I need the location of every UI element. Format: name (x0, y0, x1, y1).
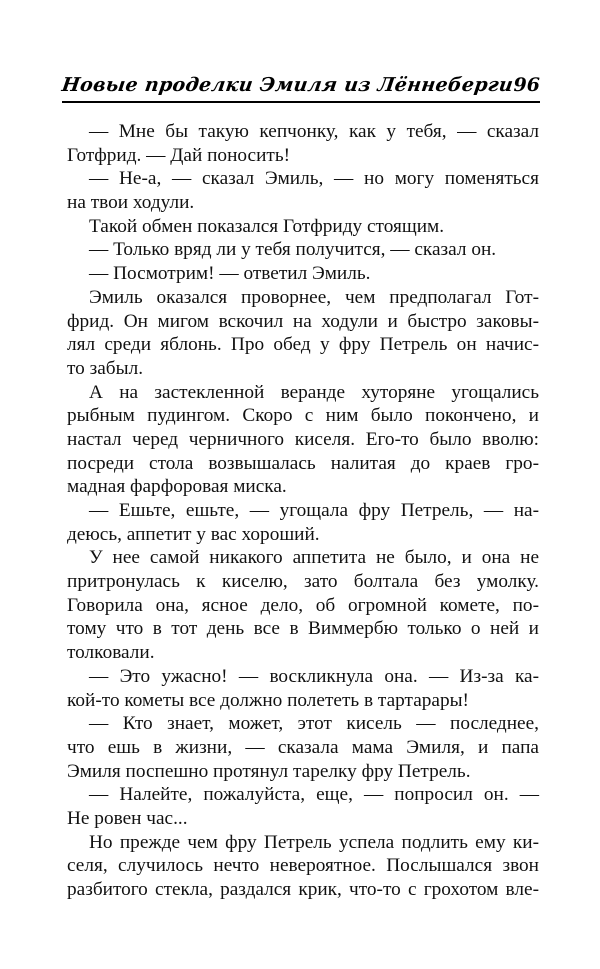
header-rule (62, 101, 540, 103)
paragraph (67, 167, 539, 214)
paragraph (67, 120, 539, 167)
text-line: лял среди яблонь. Про обед у фру Петрель он начис- (67, 334, 539, 356)
text-line: Не ровен час... (67, 807, 188, 829)
text-line: — Только вряд ли у тебя получится, — сказал он. (89, 239, 497, 261)
text-line: Эмиль оказался проворнее, чем предполагал Гот- (89, 286, 539, 308)
page-number: 96 (513, 74, 540, 96)
text-line: Но прежде чем фру Петрель успела подлить ему ки- (89, 831, 539, 853)
text-line: — Мне бы такую кепчонку, как у тебя, — сказал (89, 121, 539, 142)
paragraph (67, 381, 539, 499)
text-line: тому что в тот день все в Виммербю только о ней и (67, 618, 539, 640)
paragraph (67, 783, 539, 830)
text-line: Эмиля поспешно протянул тарелку фру Петрель. (67, 760, 471, 782)
text-line: мадная фарфоровая миска. (67, 476, 287, 498)
paragraph (67, 499, 539, 546)
text-line: кой-то кометы все должно полететь в тартарары! (67, 689, 469, 711)
paragraph (67, 262, 539, 286)
book-title: Новые проделки Эмиля из Лённеберги (60, 74, 515, 96)
text-line: толковали. (67, 642, 155, 664)
text-line: селя, случилось нечто невероятное. Послышался звон (67, 855, 539, 877)
text-line: Говорила она, ясное дело, об огромной комете, по- (67, 594, 539, 616)
text-line: — Налейте, пожалуйста, еще, — попросил он. — (89, 784, 539, 806)
text-line: разбитого стекла, раздался крик, что-то с грохотом вле- (67, 879, 539, 900)
text-line: — Это ужасно! — воскликнула она. — Из-за ка- (89, 665, 539, 687)
text-line: деюсь, аппетит у вас хороший. (67, 523, 320, 545)
running-header (62, 74, 540, 102)
text-line: А на застекленной веранде хуторяне угощались (89, 381, 539, 403)
paragraph (67, 546, 539, 664)
text-line: Готфрид. — Дай поносить! (67, 144, 291, 166)
paragraph (67, 286, 539, 381)
paragraph (67, 665, 539, 712)
text-line: притронулась к киселю, зато болтала без умолку. (67, 571, 539, 593)
text-line: на твои ходули. (67, 192, 195, 214)
text-line: — Ешьте, ешьте, — угощала фру Петрель, — на- (89, 500, 539, 521)
text-line: У нее самой никакого аппетита не было, и она не (89, 547, 539, 569)
text-line: Такой обмен показался Готфриду стоящим. (89, 215, 445, 237)
paragraph (67, 215, 539, 239)
paragraph (67, 238, 539, 262)
paragraph (67, 831, 539, 902)
text-line: настал черед черничного киселя. Его-то было вволю: (67, 428, 539, 450)
page-body-text (67, 120, 539, 902)
text-line: — Не-а, — сказал Эмиль, — но могу поменяться (89, 168, 539, 190)
text-line: — Посмотрим! — ответил Эмиль. (89, 263, 371, 285)
text-line: посреди стола возвышалась налитая до краев гро- (67, 452, 539, 474)
text-line: что ешь в жизни, — сказала мама Эмиля, и папа (67, 736, 539, 758)
text-line: рыбным пудингом. Скоро с ним было покончено, и (67, 405, 539, 427)
text-line: то забыл. (67, 357, 144, 379)
text-line: фрид. Он мигом вскочил на ходули и быстро заковы- (67, 310, 539, 332)
text-line: — Кто знает, может, этот кисель — последнее, (89, 713, 539, 735)
paragraph (67, 712, 539, 783)
